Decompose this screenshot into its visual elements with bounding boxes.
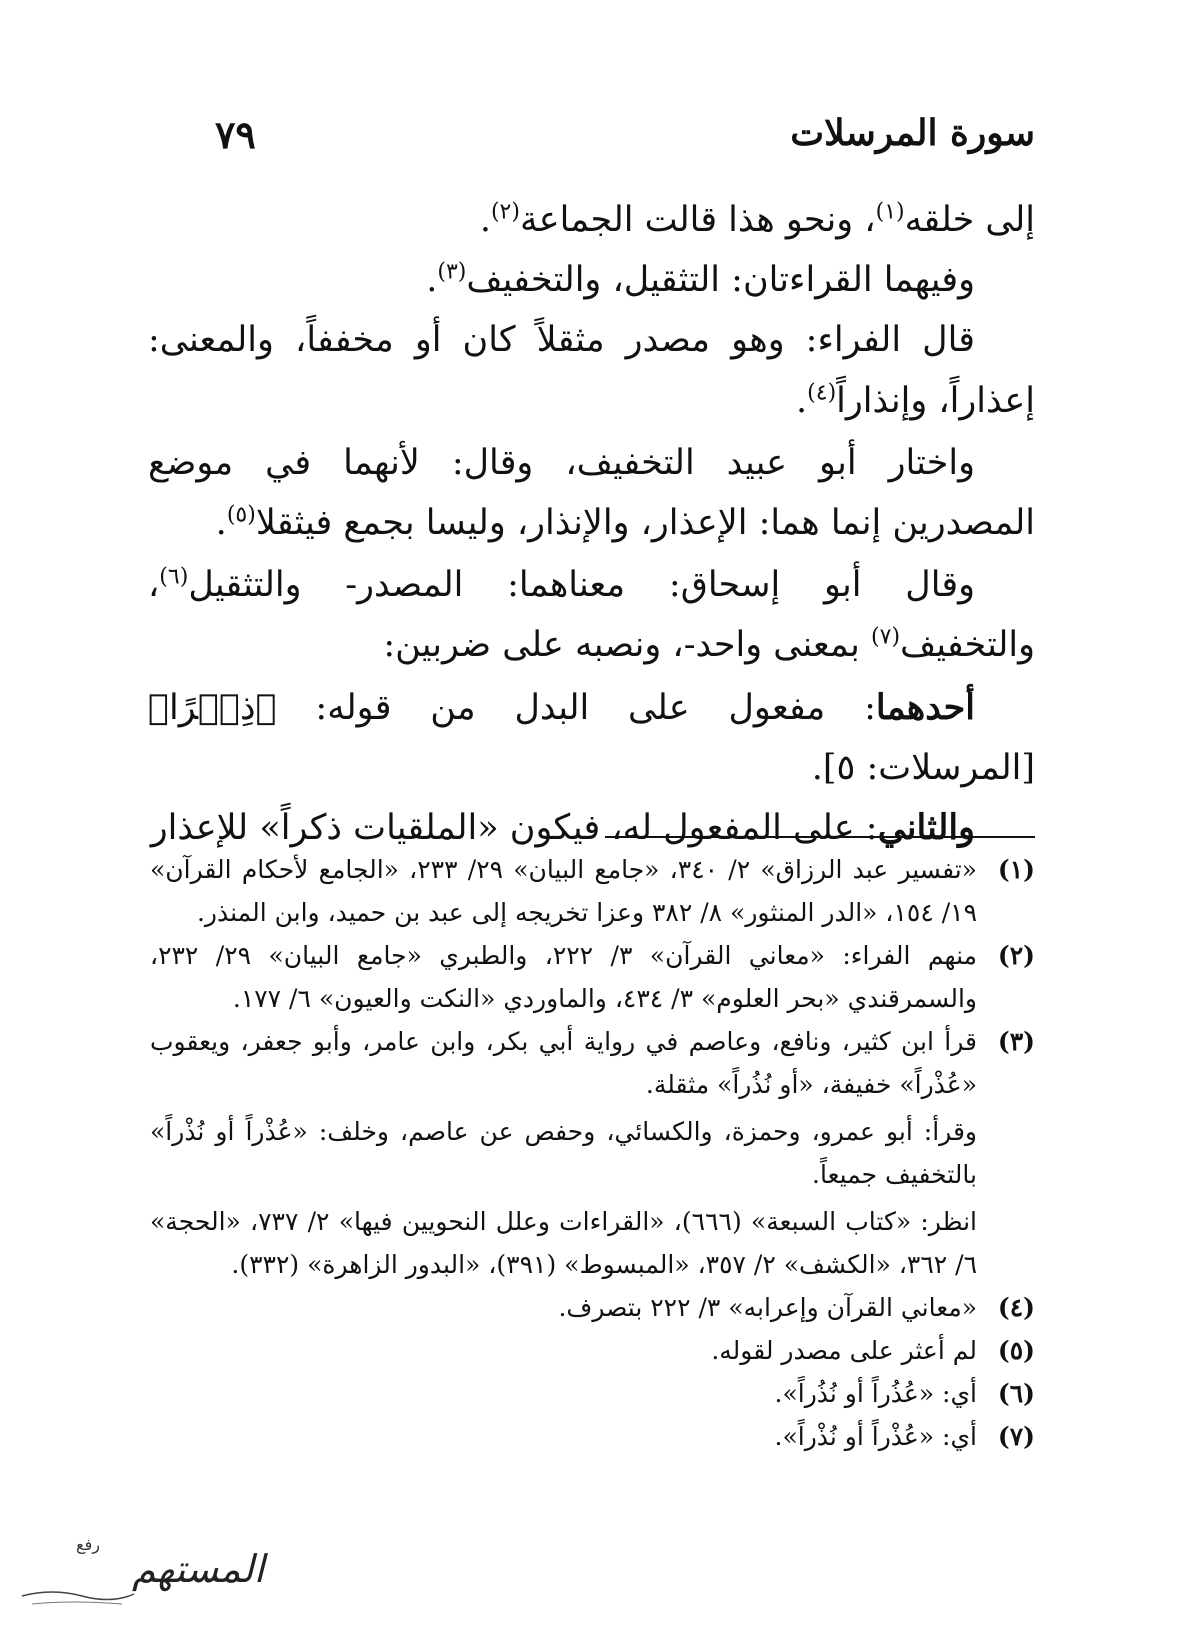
footnote-number: (٢) — [997, 941, 1035, 970]
text-span: بمعنى واحد-، ونصبه على ضربين: — [383, 625, 872, 666]
footnotes — [150, 848, 1035, 1458]
footnote-ref-1: (١) — [875, 199, 905, 225]
text-span: : على المفعول له، فيكون «الملقيات ذكراً» للإعذار — [150, 807, 878, 848]
footnote-text: لم أعثر على مصدر لقوله. — [711, 1336, 977, 1365]
publisher-logo-icon — [12, 1530, 265, 1610]
footnote-2 — [150, 934, 1035, 1020]
bold-term-second: والثاني — [877, 806, 975, 848]
bold-term-first: أحدهما — [875, 686, 975, 728]
text-line-6 — [148, 678, 1035, 798]
text-span: ، والتخفيف — [148, 565, 1035, 666]
text-paragraph-5 — [148, 555, 1035, 675]
footnote-text: «تفسير عبد الرزاق» ٢/ ٣٤٠، «جامع البيان» ٢٩/ ٢٣٣، «الجامع لأحكام القرآن» ١٩/ ١٥٤، «الدر المنثور» ٨/ ٣٨٢ وعزا تخريجه إلى عبد بن حميد، وابن المنذر. — [150, 855, 977, 927]
footnote-1 — [150, 848, 1035, 934]
footnote-number: (٧) — [997, 1422, 1035, 1451]
footnote-number: (٦) — [997, 1379, 1035, 1408]
footnote-text: «معاني القرآن وإعرابه» ٣/ ٢٢٢ بتصرف. — [558, 1293, 977, 1322]
text-span: واختار أبو عبيد التخفيف، وقال: لأنهما في موضع المصدرين إنما هما: الإعذار، والإنذار، وليسا بجمع فيثقلا — [148, 442, 1035, 543]
footnote-ref-4: (٤) — [807, 379, 837, 405]
text-span: . — [426, 260, 438, 301]
text-span: . — [479, 200, 491, 240]
footnote-ref-3: (٣) — [437, 259, 467, 285]
footnote-ref-7: (٧) — [871, 624, 901, 650]
footnote-text: أي: «عُذُراً أو نُذُراً». — [774, 1379, 977, 1408]
text-span: وقال أبو إسحاق: معناهما: المصدر- والتثقيل — [188, 565, 975, 606]
text-span: . — [796, 380, 808, 421]
text-span: : مفعول على البدل من قوله: ﴿ذِكۡرًا﴾ [المرسلات: ٥]. — [148, 687, 1035, 788]
page-number: ٧٩ — [215, 112, 256, 157]
footnote-text: أي: «عُذْراً أو نُذْراً». — [774, 1422, 977, 1451]
text-line-2 — [148, 250, 1035, 310]
svg-text:رفع: رفع — [76, 1535, 100, 1554]
footnote-7 — [150, 1415, 1035, 1458]
footnote-number: (٣) — [997, 1027, 1035, 1056]
footnote-text: منهم الفراء: «معاني القرآن» ٣/ ٢٢٢، والطبري «جامع البيان» ٢٩/ ٢٣٢، والسمرقندي «بحر العلوم» ٣/ ٤٣٤، والماوردي «النكت والعيون» ٦/ ١٧٧. — [150, 941, 978, 1013]
footnote-ref-2: (٢) — [490, 199, 520, 225]
footnote-6 — [150, 1372, 1035, 1415]
footnote-ref-5: (٥) — [226, 502, 256, 528]
footnote-ref-6: (٦) — [159, 564, 189, 590]
footnote-text: قرأ ابن كثير، ونافع، وعاصم في رواية أبي بكر، وابن عامر، وأبو جعفر، ويعقوب «عُذْراً» خفيفة، «أو نُذُراً» مثقلة. — [150, 1027, 977, 1099]
footnote-3 — [150, 1020, 1035, 1106]
footnote-divider — [605, 836, 1035, 838]
footnote-number: (١) — [997, 855, 1035, 884]
text-span: قال الفراء: وهو مصدر مثقلاً كان أو مخففاً، والمعنى: إعذاراً، وإنذاراً — [148, 320, 1035, 421]
footnote-3-references: انظر: «كتاب السبعة» (٦٦٦)، «القراءات وعلل النحويين فيها» ٢/ ٧٣٧، «الحجة» ٦/ ٣٦٢، «الكشف» ٢/ ٣٥٧، «المبسوط» (٣٩١)، «البدور الزاهرة» (٣٣٢). — [150, 1207, 977, 1279]
text-line-1 — [148, 190, 1035, 250]
footnote-number: (٥) — [997, 1336, 1035, 1365]
svg-text:المستهم: المستهم — [132, 1547, 265, 1591]
text-paragraph-3 — [148, 310, 1035, 430]
text-span: . — [215, 502, 227, 543]
text-span: إلى خلقه — [904, 200, 1035, 240]
page-header — [215, 112, 1035, 172]
text-span: وفيهما القراءتان: التثقيل، والتخفيف — [466, 260, 975, 301]
footnote-4 — [150, 1286, 1035, 1329]
footnote-number: (٤) — [997, 1293, 1035, 1322]
footnote-3-continuation: وقرأ: أبو عمرو، وحمزة، والكسائي، وحفص عن عاصم، وخلف: «عُذْراً أو نُذْراً» بالتخفيف جميعاً. — [150, 1117, 977, 1189]
main-text — [148, 190, 1035, 858]
text-span: ، ونحو هذا قالت الجماعة — [519, 200, 876, 240]
text-paragraph-4 — [148, 433, 1035, 553]
surah-title: سورة المرسلات — [790, 112, 1035, 154]
footnote-5 — [150, 1329, 1035, 1372]
